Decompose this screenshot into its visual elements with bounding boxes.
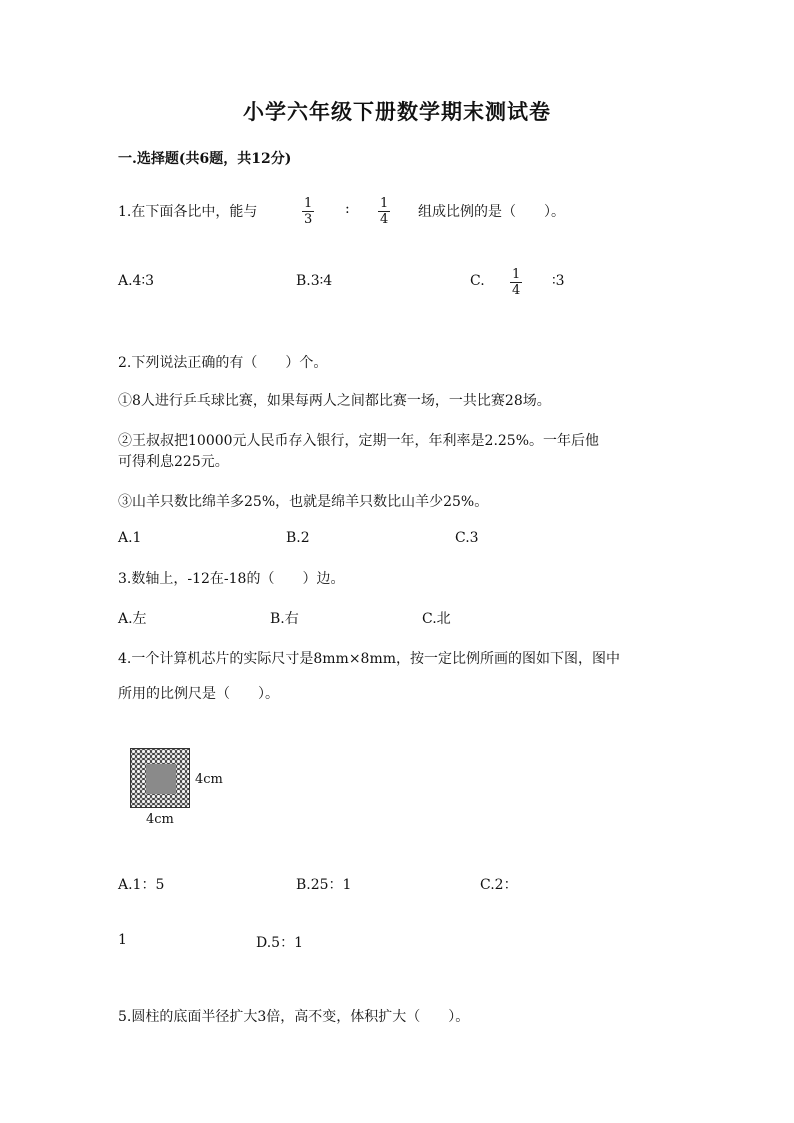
chip-core — [146, 764, 176, 794]
q4-option-c[interactable]: C.2： — [480, 877, 518, 893]
q1-fraction-b — [378, 196, 390, 227]
q2-statement-1: ①8人进行乒乓球比赛，如果每两人之间都比赛一场，一共比赛28场。 — [118, 393, 551, 409]
q1-fraction-b-numerator: 1 — [380, 196, 389, 211]
page-title: 小学六年级下册数学期末测试卷 — [243, 99, 551, 124]
q1-prefix: 1.在下面各比中，能与 — [118, 204, 258, 220]
q2-stem: 2.下列说法正确的有（ ）个。 — [118, 355, 328, 371]
q1-option-a[interactable]: A.4∶3 — [118, 273, 155, 289]
q4-option-d[interactable]: D.5：1 — [256, 935, 303, 951]
q2-option-a[interactable]: A.1 — [118, 530, 142, 546]
q1-fraction-a — [302, 196, 314, 227]
q4-option-c-continuation: 1 — [118, 932, 127, 948]
q1-option-c-suffix: ∶3 — [552, 273, 565, 289]
q1-colon: : — [345, 201, 350, 217]
q1-option-c-fraction — [510, 267, 522, 298]
q1-option-b[interactable]: B.3∶4 — [296, 273, 333, 289]
q5-stem: 5.圆柱的底面半径扩大3倍，高不变，体积扩大（ ）。 — [118, 1009, 470, 1025]
chip-width-label: 4cm — [195, 772, 223, 787]
q2-statement-3: ③山羊只数比绵羊多25%，也就是绵羊只数比山羊少25%。 — [118, 494, 489, 510]
q3-option-b[interactable]: B.右 — [270, 611, 299, 627]
q1-option-c-denominator: 4 — [512, 283, 521, 298]
q2-option-b[interactable]: B.2 — [286, 530, 310, 546]
q3-stem: 3.数轴上，-12在-18的（ ）边。 — [118, 571, 345, 587]
q2-statement-2-line-1: ②王叔叔把10000元人民币存入银行，定期一年，年利率是2.25%。一年后他 — [118, 433, 600, 449]
q3-option-c[interactable]: C.北 — [422, 611, 451, 627]
q1-suffix: 组成比例的是（ ）。 — [418, 204, 565, 220]
section-heading: 一.选择题(共6题，共12分) — [118, 151, 292, 167]
chip-height-label: 4cm — [146, 812, 174, 827]
q2-option-c[interactable]: C.3 — [455, 530, 479, 546]
q1-fraction-a-denominator: 3 — [304, 212, 313, 227]
q1-fraction-b-denominator: 4 — [380, 212, 389, 227]
q4-stem-line-1: 4.一个计算机芯片的实际尺寸是8mm×8mm，按一定比例所画的图如下图，图中 — [118, 651, 621, 667]
q4-stem-line-2: 所用的比例尺是（ ）。 — [118, 686, 279, 702]
q1-fraction-a-numerator: 1 — [304, 196, 313, 211]
q1-option-c-prefix[interactable]: C. — [470, 273, 485, 289]
q4-option-b[interactable]: B.25：1 — [296, 877, 352, 893]
q4-option-a[interactable]: A.1：5 — [118, 877, 165, 893]
q2-statement-2-line-2: 可得利息225元。 — [118, 454, 229, 470]
q3-option-a[interactable]: A.左 — [118, 611, 147, 627]
q1-option-c-numerator: 1 — [512, 267, 521, 282]
